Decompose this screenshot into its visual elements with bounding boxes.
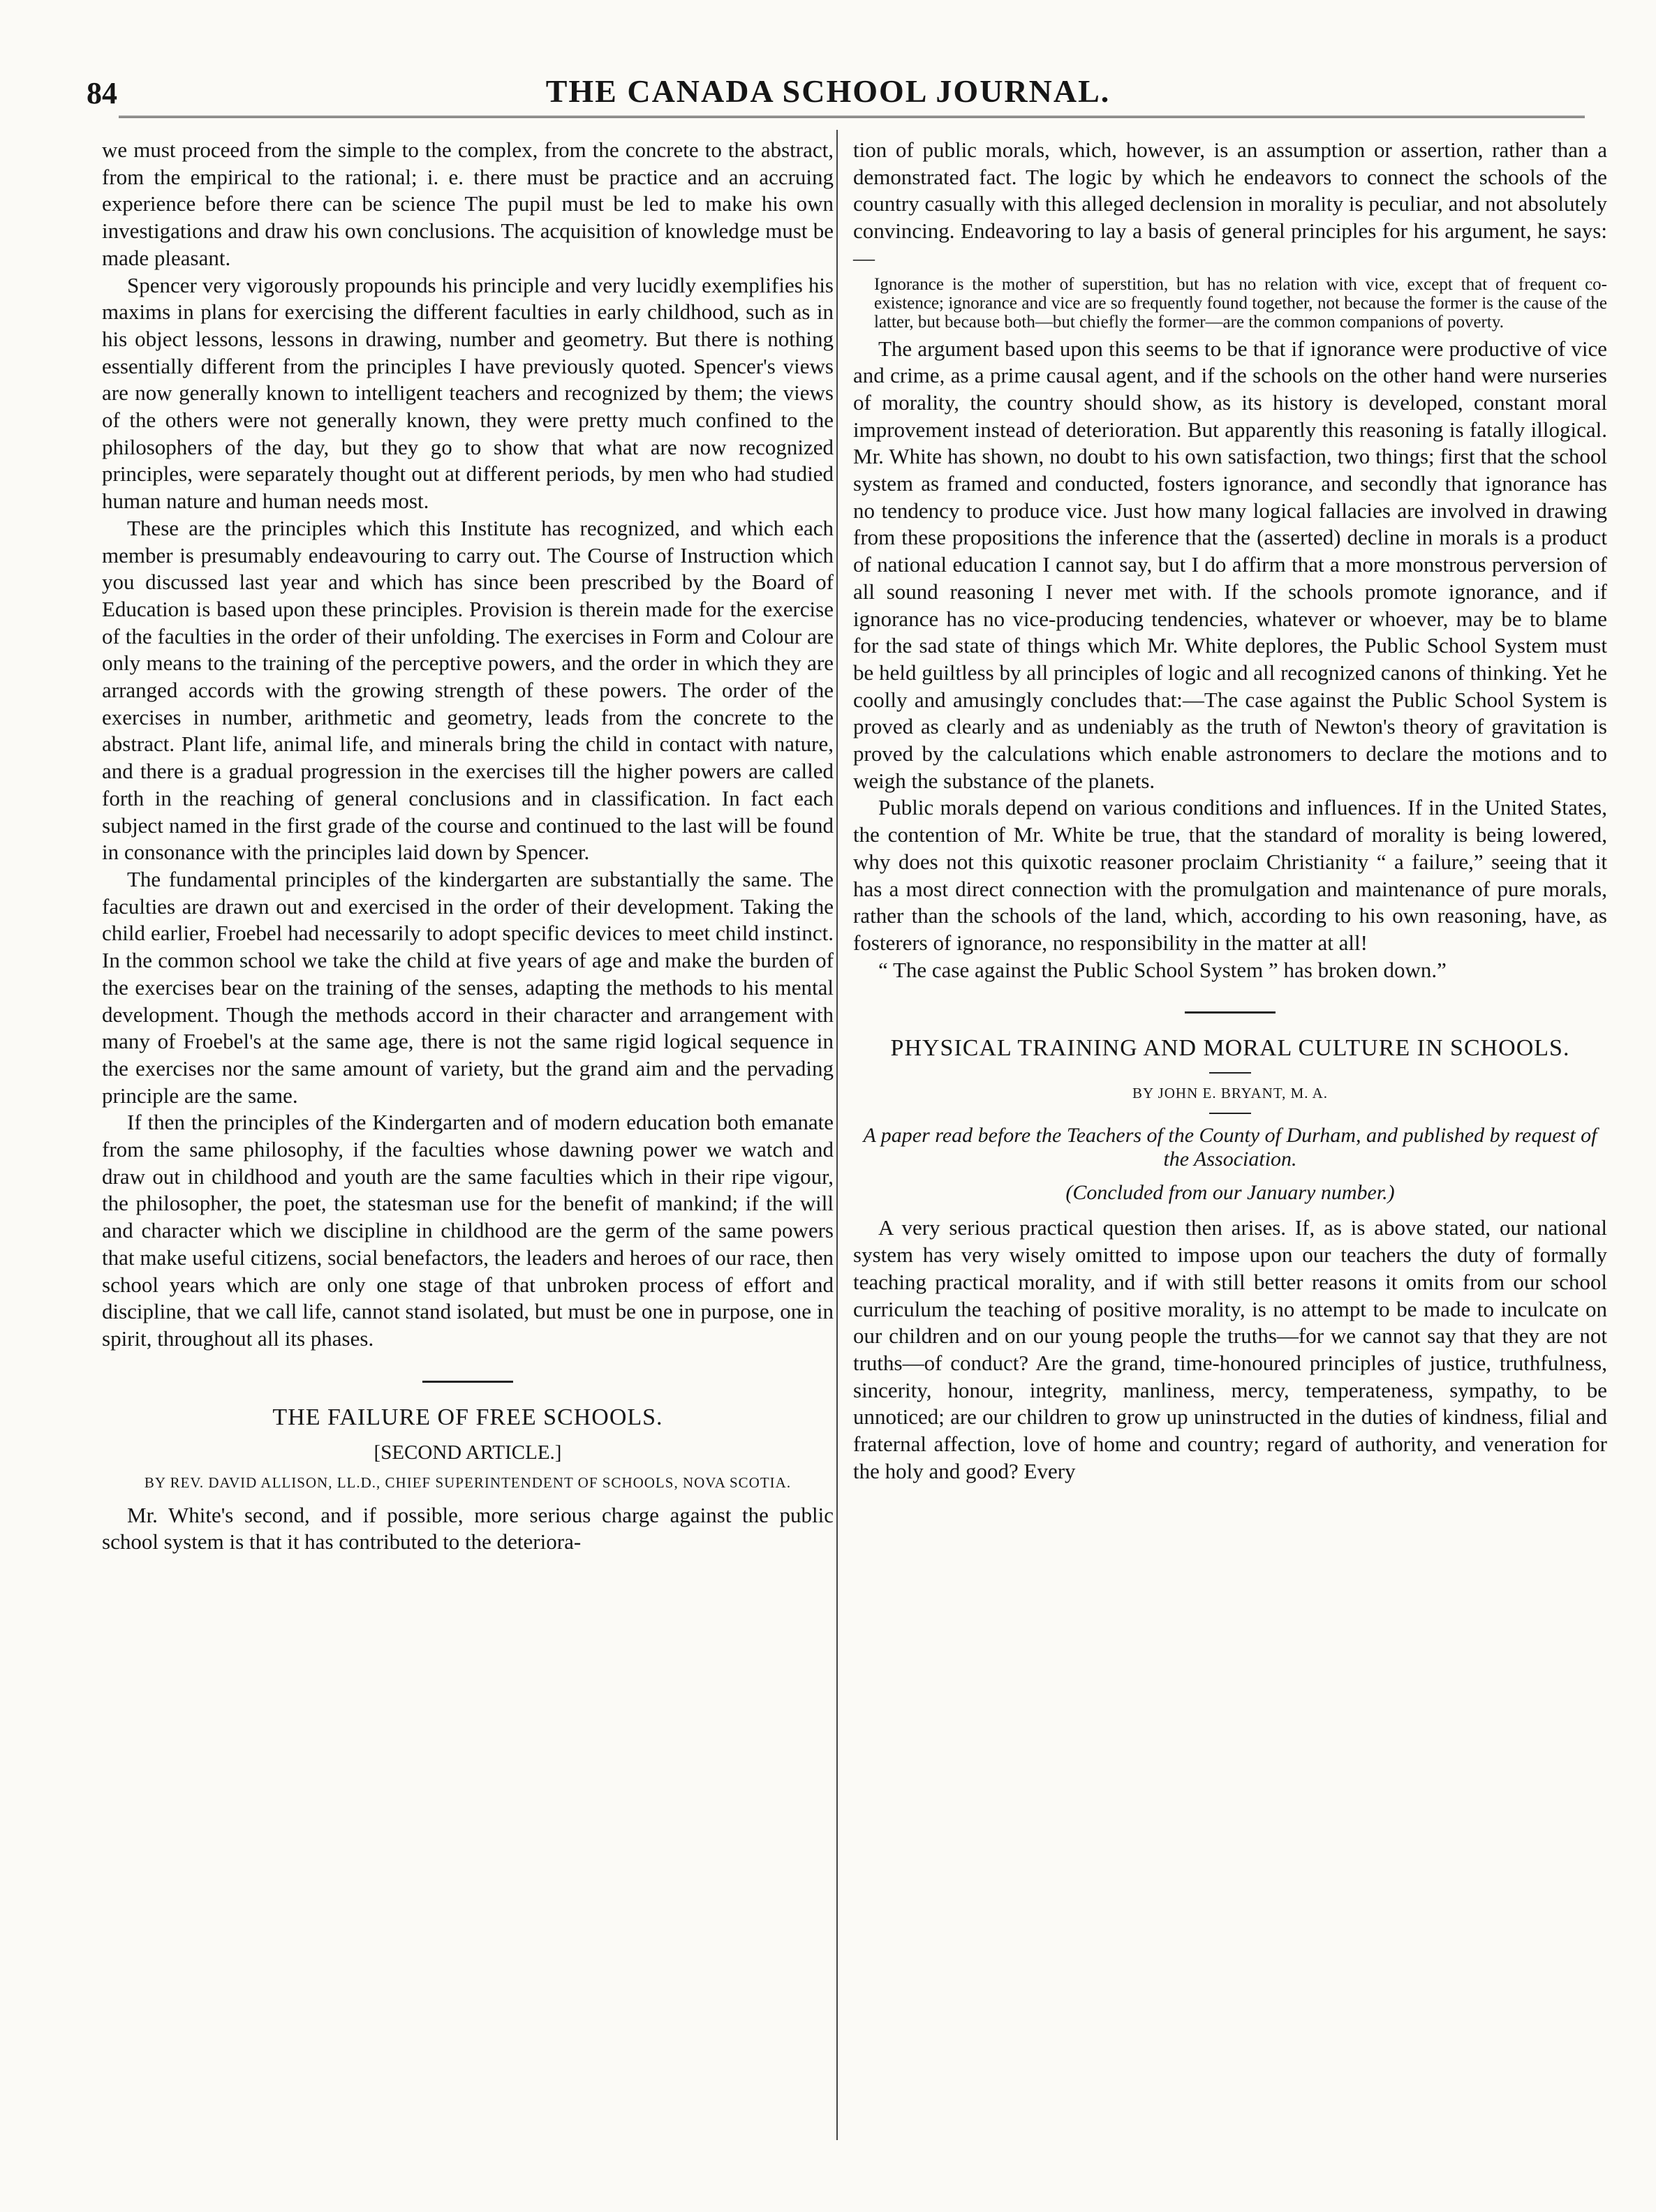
- paragraph: we must proceed from the simple to the complex, from the concrete to the abstract, from the empirical to the rational; i. e. there must be practice and an accruing experience before there can be science The pupil must be led to make his own investigations and draw his own conclusions. The acquisition of knowledge must be made pleasant.: [102, 138, 834, 270]
- paragraph: Spencer very vigorously propounds his principle and very lucidly exemplifies his maxims in plans for exercising the different faculties in early childhood, such as in his object lessons, lessons in drawing, number and geometry. But there is nothing essentially different from the principles I have previously quoted. Spencer's views are now generally known to intelligent teachers and recognized by them; the views of the others were not generally known, they were pretty much confined to the philosophers of the day, but they go to show that what are now recognized principles, were separately thought out at different periods, by men who had studied human nature and human needs most.: [102, 272, 834, 514]
- block-quote: Ignorance is the mother of superstition, but has no relation with vice, except that of frequent co-existence; ignorance and vice are so frequently found together, not because the former is the cause of the latter, but because both—but chiefly the former—are the common companions of poverty.: [874, 274, 1607, 332]
- header-rule: [119, 116, 1585, 118]
- article-byline: BY REV. DAVID ALLISON, LL.D., CHIEF SUPERINTENDENT OF SCHOOLS, NOVA SCOTIA.: [144, 1474, 792, 1491]
- journal-title: THE CANADA SCHOOL JOURNAL.: [545, 73, 1111, 109]
- paragraph: tion of public morals, which, however, is an assumption or assertion, rather than a demonstrated fact. The logic by which he endeavors to connect the schools of the country casually with this alleged declension in morality is peculiar, and not absolutely convincing. Endeavoring to lay a basis of general principles for his argument, he says:—: [853, 138, 1607, 270]
- paragraph: The fundamental principles of the kindergarten are substantially the same. The faculties are drawn out and exercised in the order of their development. Taking the child earlier, Froebel had necessarily to adopt specific devices to meet child instinct. In the common school we take the child at five years of age and make the burden of the exercises bear on the training of the senses, adapting the methods to his mental development. Though the methods accord in their character and arrangement with many of Froebel's at the same age, there is not the same rigid logical sequence in the exercises nor the same amount of variety, but the grand aim and the pervading principle are the same.: [102, 866, 834, 1108]
- byline-rule: [1209, 1113, 1251, 1114]
- paragraph: Public morals depend on various conditions and influences. If in the United States, the contention of Mr. White be true, that the standard of morality is being lowered, why does not this quixotic reasoner proclaim Christianity “ a failure,” seeing that it has a most direct connection with the promulgation and maintenance of pure morals, rather than the schools of the land, which, according to his own reasoning, have, as fosterers of ignorance, no responsibility in the matter at all!: [853, 795, 1607, 955]
- article-note: A paper read before the Teachers of the County of Durham, and published by request of the Association.: [863, 1124, 1597, 1171]
- title-rule: [1209, 1072, 1251, 1074]
- paragraph: “ The case against the Public School System ” has broken down.”: [878, 957, 1447, 982]
- article-subtitle: [SECOND ARTICLE.]: [374, 1441, 562, 1464]
- article-title: PHYSICAL TRAINING AND MORAL CULTURE IN SCHOOLS.: [890, 1035, 1570, 1062]
- paragraph: Mr. White's second, and if possible, more serious charge against the public school system is that it has contributed to the deteriora-: [102, 1502, 834, 1554]
- paragraph: A very serious practical question then arises. If, as is above stated, our national system has very wisely omitted to impose upon our teachers the duty of formally teaching practical morality, and if with still better reasons it omits from our school curriculum the teaching of positive morality, is no attempt to be made to inculcate on our children and on our young people the truths—for we cannot say that they are not truths—of conduct? Are the grand, time-honoured principles of justice, truthfulness, sincerity, honour, integrity, manliness, mercy, temperateness, sympathy, to be unnoticed; are our children to grow up uninstructed in the duties of kindness, filial and fraternal affection, love of home and country; regard of authority, and veneration for the holy and good? Every: [853, 1215, 1607, 1483]
- paragraph: These are the principles which this Institute has recognized, and which each member is presumably endeavouring to carry out. The Course of Instruction which you discussed last year and which has since been prescribed by the Board of Education is based upon these principles. Provision is therein made for the exercise of the faculties in the order of their unfolding. The exercises in Form and Colour are only means to the training of the perceptive powers, and the order in which they are arranged accords with the growing strength of these powers. The order of the exercises in number, arithmetic and geometry, leads from the concrete to the abstract. Plant life, animal life, and minerals bring the child in contact with nature, and there is a gradual progression in the exercises till the higher powers are called forth in the reaching of general conclusions and in classification. In fact each subject named in the first grade of the course and continued to the last will be found in consonance with the principles laid down by Spencer.: [102, 515, 834, 865]
- page-number: 84: [87, 76, 117, 110]
- article-title: THE FAILURE OF FREE SCHOOLS.: [272, 1404, 663, 1430]
- article-continuation-note: (Concluded from our January number.): [1065, 1181, 1395, 1205]
- left-column: [102, 137, 834, 1556]
- paragraph: The argument based upon this seems to be that if ignorance were productive of vice and crime, as a prime causal agent, and if the schools on the other hand were nurseries of morality, the country should show, as its history is developed, constant moral improvement instead of deterioration. But apparently this reasoning is fatally illogical. Mr. White has shown, no doubt to his own satisfaction, two things; first that the school system as framed and conducted, fosters ignorance, and secondly that ignorance has no tendency to produce vice. Just how many logical fallacies are involved in drawing from these propositions the inference that the (asserted) decline in morals is a product of national education I cannot say, but I do affirm that a more monstrous perversion of all sound reasoning I never met with. If the schools promote ignorance, and if ignorance has no vice-producing tendencies, whatever or whoever, may be to blame for the sad state of things which Mr. White deplores, the Public School System must be held guiltless by all principles of logic and all recognized canons of thinking. Yet he coolly and amusingly concludes that:—The case against the Public School System is proved as clearly and as undeniably as the truth of Newton's theory of gravitation is proved by the calculations which enable astronomers to declare the motions and to weigh the substance of the planets.: [853, 336, 1607, 793]
- column-divider: [836, 130, 838, 2140]
- section-rule: [422, 1381, 513, 1383]
- section-rule: [1185, 1011, 1276, 1014]
- article-byline: BY JOHN E. BRYANT, M. A.: [1132, 1085, 1329, 1102]
- right-column: [853, 137, 1607, 1485]
- paragraph: If then the principles of the Kindergarten and of modern education both emanate from the same philosophy, if the faculties whose dawning power we watch and draw out in childhood and youth are the same faculties which in their ripe vigour, the philosopher, the poet, the statesman use for the benefit of mankind; if the will and character which we discipline in childhood are the germ of the same powers that make useful citizens, social benefactors, the leaders and heroes of our race, then school years which are only one stage of that unbroken process of effort and discipline, that we call life, cannot stand isolated, but must be one in purpose, one in spirit, throughout all its phases.: [102, 1110, 834, 1351]
